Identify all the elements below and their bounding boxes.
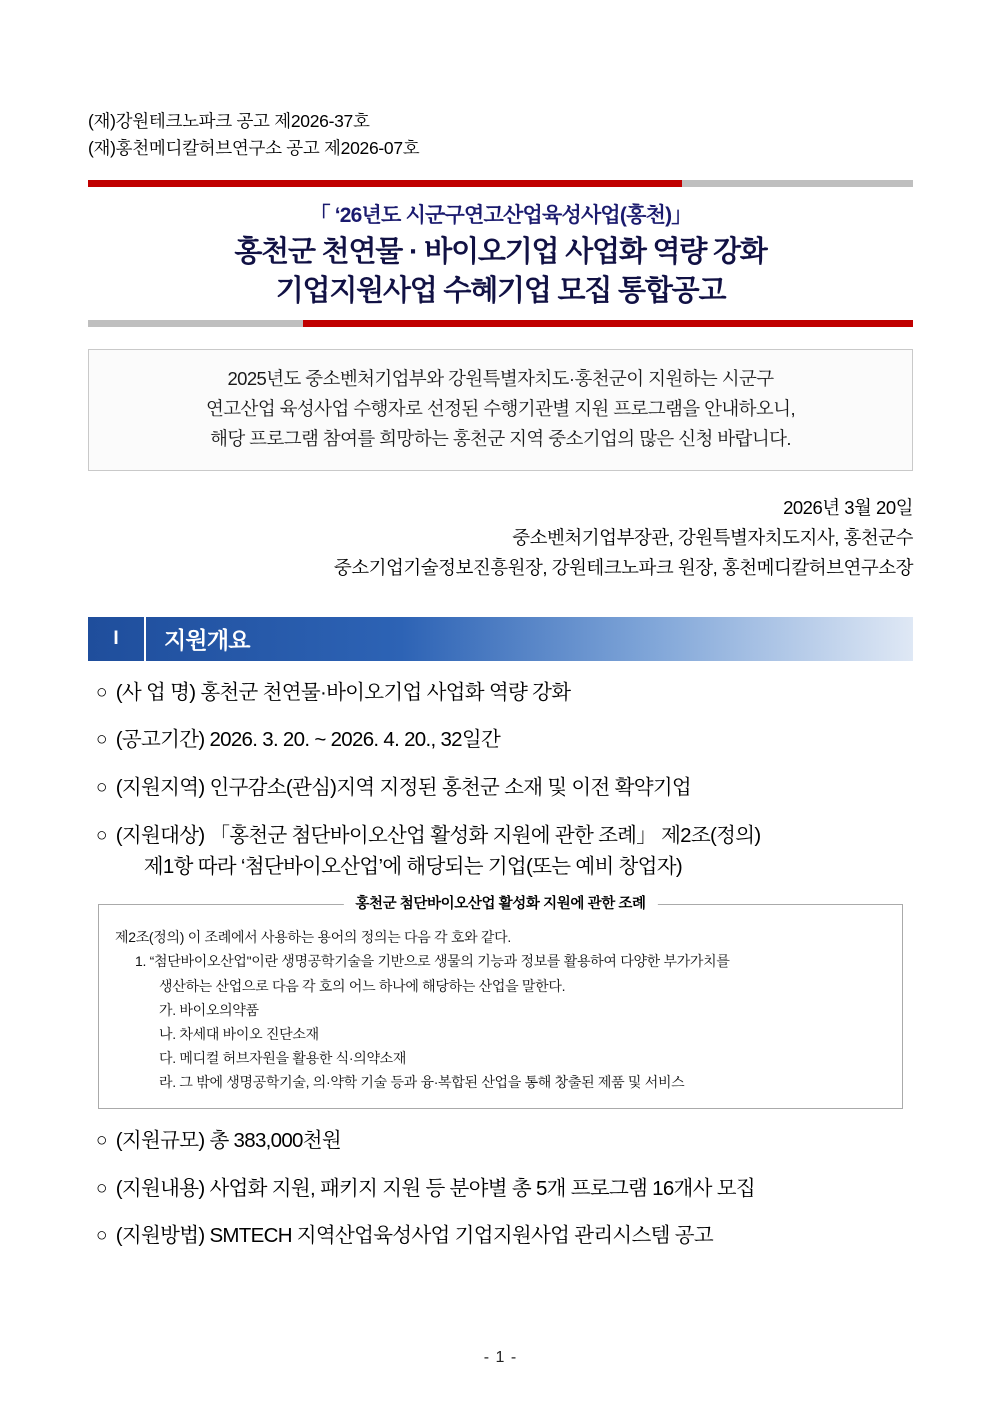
title-main-line-2: 기업지원사업 수혜기업 모집 통합공고 bbox=[275, 274, 726, 307]
list-item bbox=[96, 1221, 913, 1252]
rule-gray-segment bbox=[682, 180, 913, 187]
list-item-text bbox=[116, 821, 913, 883]
bullet-circle-icon: ○ bbox=[96, 824, 107, 846]
list-item-text: (지원방법) SMTECH 지역산업육성사업 기업지원사업 관리시스템 공고 bbox=[115, 1224, 713, 1248]
list-item-text: (지원내용) 사업화 지원, 패키지 지원 등 분야별 총 5개 프로그램 16개사 모집 bbox=[115, 1176, 755, 1200]
title-rule-top bbox=[88, 180, 913, 187]
list-item-text: (공고기간) 2026. 3. 20. ~ 2026. 4. 20., 32일간 bbox=[115, 728, 501, 752]
list-item-text: (지원규모) 총 383,000천원 bbox=[115, 1128, 341, 1152]
rule-red-segment bbox=[88, 180, 682, 187]
intro-paragraph-box bbox=[88, 349, 913, 471]
rule-gray-segment bbox=[88, 320, 303, 327]
signature-line-1: 중소벤처기업부장관, 강원특별자치도지사, 홍천군수 bbox=[512, 526, 913, 548]
section-title: 지원개요 bbox=[164, 627, 250, 654]
bullet-circle-icon: ○ bbox=[96, 1129, 107, 1151]
notice-number-line-2: (재)홍천메디칼허브연구소 공고 제2026-07호 bbox=[88, 138, 420, 159]
bullet-circle-icon: ○ bbox=[96, 1177, 107, 1199]
notice-number-line-1: (재)강원테크노파크 공고 제2026-37호 bbox=[88, 111, 370, 131]
ordinance-line: 제2조(정의) 이 조례에서 사용하는 용어의 정의는 다음 각 호와 같다. bbox=[115, 929, 511, 946]
signature-line-2: 중소기업기술정보진흥원장, 강원테크노파크 원장, 홍천메디칼허브연구소장 bbox=[333, 556, 913, 578]
section-number: I bbox=[88, 617, 146, 661]
page-number: - 1 - bbox=[483, 1349, 518, 1366]
rule-red-segment bbox=[303, 320, 914, 327]
signature-date: 2026년 3월 20일 bbox=[783, 496, 913, 518]
title-text-group bbox=[88, 187, 913, 320]
ordinance-line: 1. “첨단바이오산업"이란 생명공학기술을 기반으로 생물의 기능과 정보를 활용하여 다양한 부가가치를 bbox=[135, 953, 730, 970]
list-item-text-line-1: (지원대상) 「홍천군 첨단바이오산업 활성화 지원에 관한 조례」 제2조(정의) bbox=[115, 823, 761, 847]
list-item bbox=[96, 725, 913, 756]
signature-block bbox=[88, 493, 913, 583]
list-item bbox=[96, 678, 913, 709]
bullet-circle-icon: ○ bbox=[96, 777, 107, 799]
ordinance-line: 라. 그 밖에 생명공학기술, 의·약학 기술 등과 융·복합된 산업을 통해 창출된 제품 및 서비스 bbox=[159, 1073, 685, 1090]
ordinance-box-title: 홍천군 첨단바이오산업 활성화 지원에 관한 조례 bbox=[343, 892, 657, 913]
bullet-list-primary bbox=[88, 678, 913, 883]
ordinance-line: 다. 메디컬 허브자원을 활용한 식·의약소재 bbox=[159, 1049, 407, 1066]
notice-number-block bbox=[88, 108, 913, 162]
ordinance-line: 생산하는 산업으로 다음 각 호의 어느 하나에 해당하는 산업을 말한다. bbox=[159, 977, 566, 994]
section-heading-bar bbox=[88, 617, 913, 661]
list-item bbox=[96, 773, 913, 804]
bullet-list-secondary bbox=[88, 1126, 913, 1252]
bullet-circle-icon: ○ bbox=[96, 1225, 107, 1247]
ordinance-line: 나. 차세대 바이오 진단소재 bbox=[159, 1025, 319, 1042]
intro-line-1: 2025년도 중소벤처기업부와 강원특별자치도·홍천군이 지원하는 시군구 bbox=[227, 367, 774, 389]
list-item-text-line-2: 제1항 따라 ‘첨단바이오산업’에 해당되는 기업(또는 예비 창업자) bbox=[143, 854, 682, 878]
ordinance-line: 가. 바이오의약품 bbox=[159, 1001, 259, 1018]
title-subtitle: 「 ‘26년도 시군구연고산업육성사업(홍천)」 bbox=[309, 204, 692, 228]
list-item bbox=[96, 1174, 913, 1205]
ordinance-callout-box bbox=[98, 896, 903, 1109]
bullet-circle-icon: ○ bbox=[96, 681, 107, 703]
title-rule-bottom bbox=[88, 320, 913, 327]
list-item-text: (사 업 명) 홍천군 천연물·바이오기업 사업화 역량 강화 bbox=[115, 680, 571, 704]
bullet-circle-icon: ○ bbox=[96, 729, 107, 751]
title-block bbox=[88, 180, 913, 327]
intro-line-2: 연고산업 육성사업 수행자로 선정된 수행기관별 지원 프로그램을 안내하오니, bbox=[206, 397, 795, 419]
list-item bbox=[96, 1126, 913, 1157]
title-main-line-1: 홍천군 천연물 · 바이오기업 사업화 역량 강화 bbox=[234, 236, 767, 269]
list-item bbox=[96, 821, 913, 883]
intro-line-3: 해당 프로그램 참여를 희망하는 홍천군 지역 중소기업의 많은 신청 바랍니다. bbox=[210, 427, 791, 449]
list-item-text: (지원지역) 인구감소(관심)지역 지정된 홍천군 소재 및 이전 확약기업 bbox=[115, 776, 692, 800]
